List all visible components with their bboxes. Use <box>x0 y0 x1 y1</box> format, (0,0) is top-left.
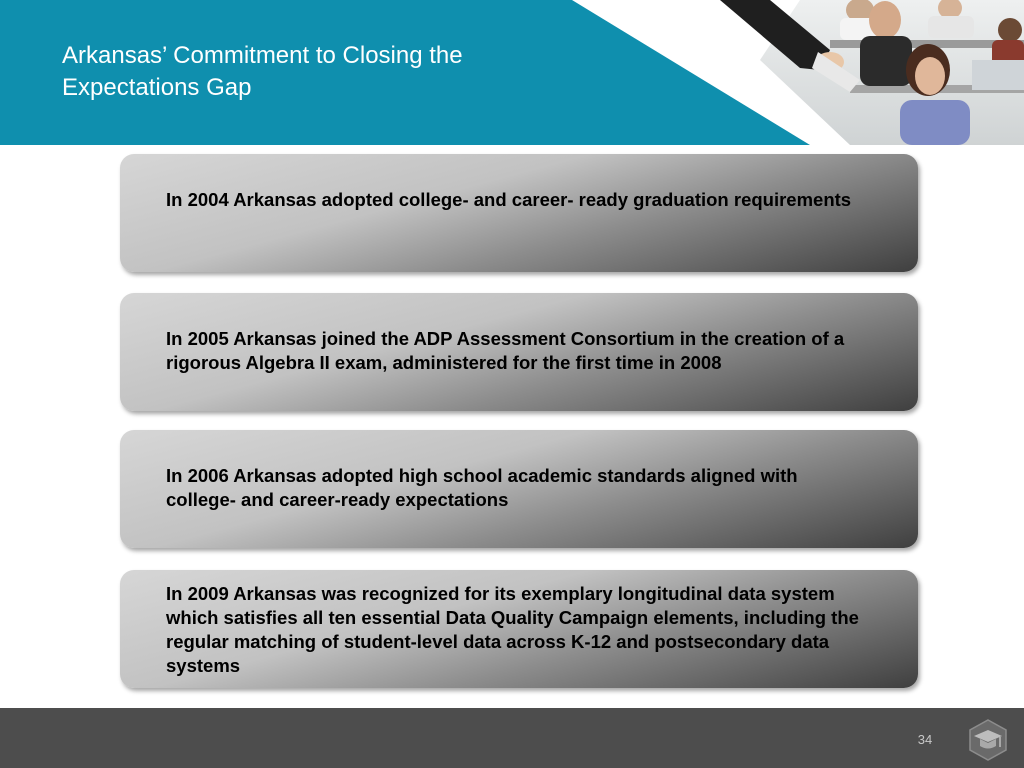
card-text: In 2004 Arkansas adopted college- and career- ready graduation requirements <box>166 189 852 210</box>
slide-header <box>0 0 1024 145</box>
classroom-photo <box>700 0 1024 145</box>
timeline-card-2006 <box>120 430 918 548</box>
card-text: In 2006 Arkansas adopted high school academic standards aligned with college- and career-ready expectations <box>166 465 798 510</box>
timeline-card-2009 <box>120 570 918 688</box>
card-text: In 2005 Arkansas joined the ADP Assessment Consortium in the creation of a rigorous Algebra II exam, administered for the first time in 2008 <box>166 328 845 373</box>
card-text: In 2009 Arkansas was recognized for its exemplary longitudinal data system which satisfies all ten essential Data Quality Campaign elements, including the regular matching of student-level data across K-12 and postsecondary data systems <box>166 583 859 676</box>
graduation-cap-icon <box>966 718 1010 762</box>
timeline-card-2004 <box>120 154 918 272</box>
slide-footer <box>0 708 1024 768</box>
timeline-card-2005 <box>120 293 918 411</box>
slide-title: Arkansas’ Commitment to Closing the Expectations Gap <box>62 42 463 101</box>
page-number: 34 <box>917 732 933 747</box>
